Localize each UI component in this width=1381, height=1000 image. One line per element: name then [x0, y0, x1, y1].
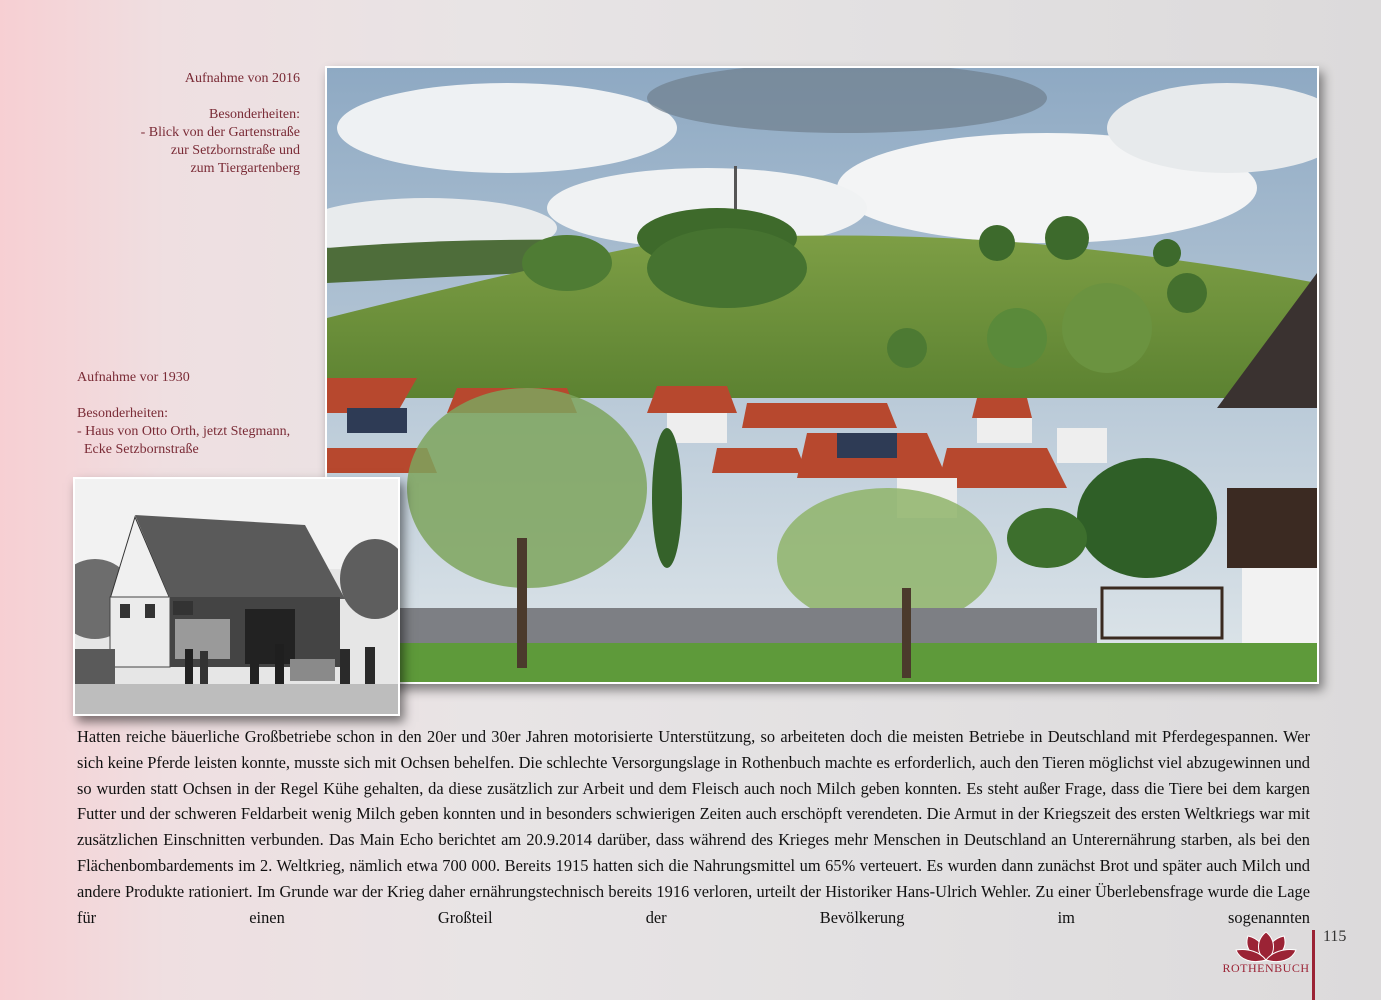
caption-line: Ecke Setzbornstraße [77, 442, 199, 457]
caption-photo-2016 [110, 70, 300, 178]
body-paragraph: Hatten reiche bäuerliche Großbetriebe schon in den 20er und 30er Jahren motorisierte Unterstützung, so arbeiteten doch die meisten Betriebe in Deutschland mit Pferdegespannen. Wer sich keine Pferde leisten konnte, musste sich mit Ochsen behelfen. Die schlechte Versorgungslage in Rothenbuch machte es erforderlich, auch den Tieren möglichst viel abzugewinnen und so wurden statt Ochsen in der Regel Kühe gehalten, da diese zusätzlich zur Arbeit und dem Fleisch auch noch Milch geben konnten. Es steht außer Frage, dass die Tiere bei dem kargen Futter und der schweren Feldarbeit wenig Milch geben konnten und in besonders schwierigen Zeiten auch erschöpft verendeten. Die Armut in der Kriegszeit des ersten Weltkriegs war mit zusätzlichen Einschnitten verbunden. Das Main Echo berichtet am 20.9.2014 darüber, dass während des Krieges mehr Menschen in Deutschland an Unterernährung starben, als bei den Flächenbombardements im 2. Weltkrieg, nämlich etwa 700 000. Bereits 1915 hatten sich die Nahrungsmittel um 65% verteuert. Es wurden dann zunächst Brot und später auch Milch und andere Produkte rationiert. Im Grunde war der Krieg daher ernährungstechnisch bereits 1916 verloren, urteilt der Historiker Hans-Ulrich Wehler. Zu einer Überlebensfrage wurde die Lage für einen Großteil der Bevölkerung im sogenannten [77, 727, 1310, 927]
caption-line: - Blick von der Gartenstraße [140, 125, 300, 140]
page-number: 115 [1323, 928, 1347, 945]
caption-line: zur Setzbornstraße und [170, 143, 300, 158]
caption-line [110, 88, 300, 106]
photo-house-1930 [73, 477, 400, 716]
caption-photo-1930 [77, 369, 337, 459]
caption-line: Aufnahme von 2016 [184, 71, 300, 86]
caption-line: - Haus von Otto Orth, jetzt Stegmann, [77, 424, 291, 439]
caption-line [77, 387, 337, 405]
logo-wordmark: ROTHENBUCH [1222, 961, 1310, 975]
caption-line: Besonderheiten: [209, 107, 300, 122]
photo-village-2016 [325, 66, 1319, 684]
caption-line: zum Tiergartenberg [190, 161, 300, 176]
caption-line: Besonderheiten: [77, 406, 168, 421]
page-divider [1312, 930, 1315, 1000]
caption-line: Aufnahme vor 1930 [77, 370, 190, 385]
body-text [77, 724, 1310, 930]
